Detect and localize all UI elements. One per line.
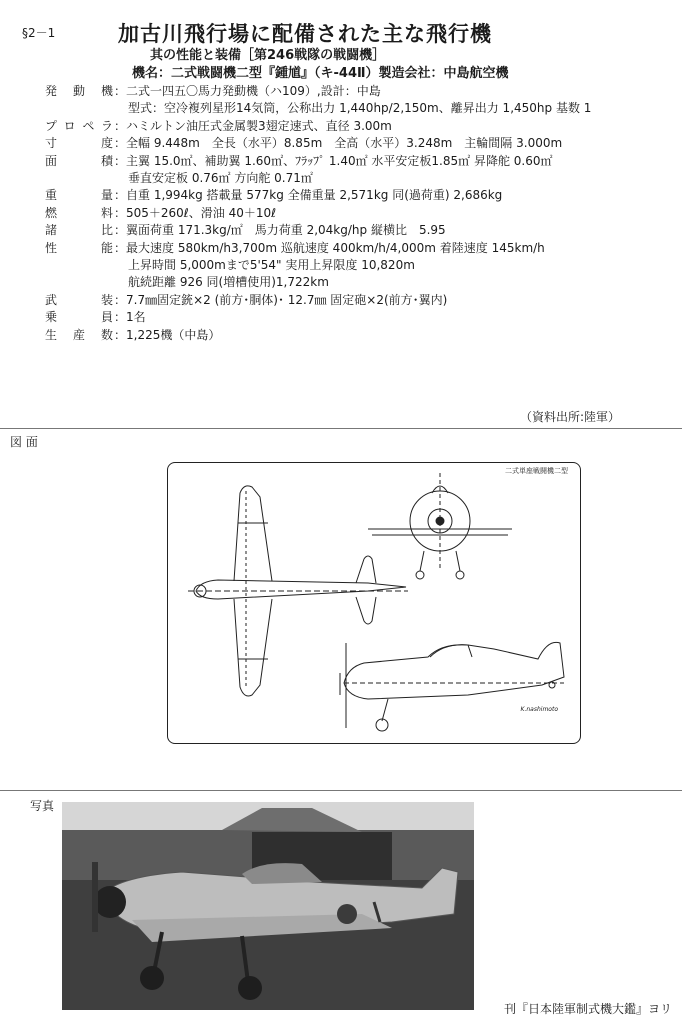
top-view-fuselage <box>196 580 406 599</box>
spec-value: ：1名 <box>114 310 146 325</box>
spec-value: ：自重 1,994kg 搭載量 577kg 全備重量 2,571kg 同(過荷重) 2,686kg <box>114 188 503 203</box>
spec-label: 乗員 <box>45 310 113 325</box>
spec-label: 性能 <box>45 240 113 255</box>
three-view-drawing <box>167 462 581 744</box>
spec-value: 垂直安定板 0.76㎡ 方向舵 0.71㎡ <box>128 170 313 185</box>
divider-bottom <box>0 790 682 791</box>
divider-top <box>0 428 682 429</box>
spec-value: 型式：空冷複列星形14気筒，公称出力 1,440hp/2,150m、離昇出力 1,450hp 基数 1 <box>128 101 592 116</box>
top-view-wing-upper <box>234 486 272 581</box>
aircraft-photo-image <box>62 802 474 1010</box>
spec-value: ：7.7㎜固定銃×2 (前方･胴体)･ 12.7㎜ 固定砲×2(前方･翼内) <box>114 292 448 307</box>
drawing-signature: K.nashimoto <box>520 706 558 713</box>
drawing-section-label: 図 面 <box>10 435 38 449</box>
spec-label: 寸度 <box>45 136 113 151</box>
aircraft-three-view <box>168 463 580 743</box>
spec-value: ：二式一四五〇馬力発動機（ハ109）,設計：中島 <box>114 84 381 98</box>
front-view <box>368 473 512 579</box>
page-subtitle: 其の性能と装備［第246戦隊の戦闘機］ <box>150 48 386 63</box>
drawing-caption: 二式単座戦闘機二型 <box>505 467 568 475</box>
top-view-wing-lower <box>234 599 272 696</box>
spec-label: 諸比 <box>45 223 113 238</box>
spec-value: ：全幅 9.448m 全長（水平）8.85m 全高（水平）3.248m 主輪間隔 3.000m <box>114 136 563 151</box>
page-title: 加古川飛行場に配備された主な飛行機 <box>118 22 492 46</box>
spec-label: 生産数 <box>45 327 113 342</box>
spec-label: 発動機 <box>45 84 113 98</box>
spec-label: 燃料 <box>45 205 113 220</box>
photo-caption: 刊『日本陸軍制式機大鑑』ヨリ <box>503 1002 672 1016</box>
spec-label: 武装 <box>45 292 113 307</box>
aircraft-photo <box>62 802 474 1010</box>
spec-label: プロペラ <box>45 118 113 133</box>
spec-value: ：主翼 15.0㎡、補助翼 1.60㎡、ﾌﾗｯﾌﾟ 1.40㎡ 水平安定板1.85㎡ 昇降舵 0.60㎡ <box>114 153 553 168</box>
spec-value: 航続距離 926 同(増槽使用)1,722km <box>128 275 329 290</box>
side-view <box>340 642 564 731</box>
source-note: （資料出所:陸軍） <box>520 410 621 424</box>
photo-section-label: 写真 <box>30 799 55 813</box>
spec-value: ：ハミルトン油圧式金属製3翅定速式、直径 3.00m <box>114 118 392 133</box>
spec-label: 重量 <box>45 188 113 203</box>
spec-value: ：最大速度 580km/h3,700m 巡航速度 400km/h/4,000m 着陸速度 145km/h <box>114 240 545 255</box>
spec-value: ：505＋260ℓ、滑油 40＋10ℓ <box>114 205 277 220</box>
aircraft-model-line: 機名：二式戦闘機二型『鍾馗』（キ-44Ⅱ）製造会社：中島航空機 <box>132 66 509 81</box>
spec-value: 上昇時間 5,000mまで5'54" 実用上昇限度 10,820m <box>128 257 415 272</box>
section-number: §2－1 <box>22 26 56 40</box>
spec-label: 面積 <box>45 153 113 168</box>
spec-value: ：1,225機（中島） <box>114 327 221 342</box>
spec-value: ：翼面荷重 171.3kg/㎡ 馬力荷重 2,04kg/hp 縦横比 5.95 <box>114 223 446 238</box>
